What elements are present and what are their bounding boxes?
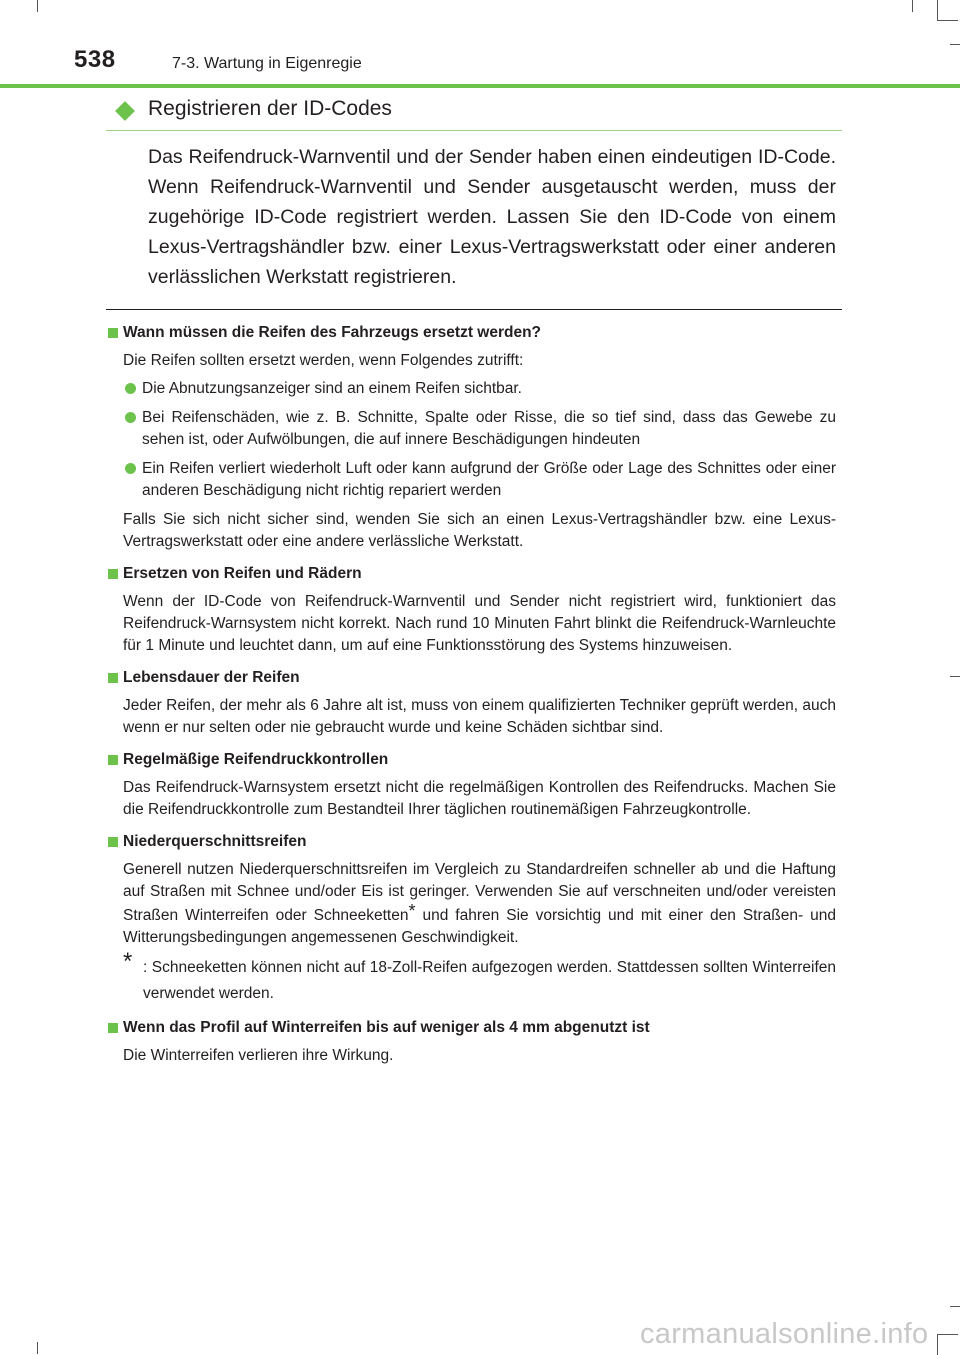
crop-mark: [937, 0, 958, 21]
section-heading: Lebensdauer der Reifen: [123, 669, 300, 686]
section-outro: Falls Sie sich nicht sicher sind, wenden Sie sich an einen Lexus-Vertragshändler bzw. eine Lexus-Vertragswerkstatt oder eine andere verlässliche Werkstatt.: [123, 511, 836, 550]
square-bullet-icon: [108, 1023, 118, 1033]
list-item: Bei Reifenschäden, wie z. B. Schnitte, Spalte oder Risse, die so tief sind, dass das Gewebe zu sehen ist, oder Aufwölbungen, die auf innere Beschädigungen hindeuten: [106, 407, 836, 451]
footnote-mark: *: [123, 948, 133, 975]
notes-content: [106, 322, 836, 1077]
page-number: 538: [74, 46, 116, 73]
crop-mark: [912, 0, 913, 12]
section-replace-tires-wheels: [106, 563, 836, 657]
section-title: 7-3. Wartung in Eigenregie: [172, 55, 362, 72]
footnote-star: *: [408, 901, 416, 921]
footnote: [106, 948, 836, 1007]
section-separator: [106, 309, 842, 310]
registration-rule: [106, 130, 842, 131]
section-heading: Ersetzen von Reifen und Rädern: [123, 565, 362, 582]
section-replace-when: [106, 322, 836, 553]
section-body: Generell nutzen Niederquerschnittsreifen im Vergleich zu Standardreifen schneller ab und die Haftung auf Straßen mit Schnee und/oder Eis ist geringer. Verwenden Sie auf verschneiten und/oder vereisten Straßen Winterreifen oder Schneeketten* und fahren Sie vorsichtig und mit einer den Straßen- und Witterungsbedingungen angemessenen Geschwindigkeit.: [123, 861, 836, 946]
diamond-icon: [115, 101, 135, 121]
list-item: Die Abnutzungsanzeiger sind an einem Reifen sichtbar.: [106, 378, 836, 400]
section-heading: Wenn das Profil auf Winterreifen bis auf weniger als 4 mm abgenutzt ist: [123, 1019, 650, 1036]
section-pressure-checks: [106, 749, 836, 821]
square-bullet-icon: [108, 328, 118, 338]
crop-mark: [950, 44, 960, 45]
crop-mark: [937, 1334, 958, 1355]
square-bullet-icon: [108, 673, 118, 683]
section-body: Das Reifendruck-Warnsystem ersetzt nicht die regelmäßigen Kontrollen des Reifendrucks. Machen Sie die Reifendruckkontrolle zum Bestandteil Ihrer täglichen routinemäßigen Fahrzeugkontrolle.: [123, 779, 836, 818]
crop-mark: [37, 0, 38, 12]
registration-body: Das Reifendruck-Warnventil und der Sender haben einen eindeutigen ID-Code. Wenn Reifendruck-Warnventil und Sender ausgetauscht werden, muss der zugehörige ID-Code registriert werden. Lassen Sie den ID-Code von einem Lexus-Vertragshändler bzw. einer Lexus-Vertragswerkstatt oder einer anderen verlässlichen Werkstatt registrieren.: [148, 146, 836, 288]
section-body: Jeder Reifen, der mehr als 6 Jahre alt ist, muss von einem qualifizierten Techniker geprüft werden, auch wenn er nur selten oder nie gebraucht wurde und keine Schäden sichtbar sind.: [123, 697, 836, 736]
crop-mark: [950, 1306, 960, 1307]
section-heading: Niederquerschnittsreifen: [123, 833, 307, 850]
section-lifespan: [106, 667, 836, 739]
circle-bullet-icon: [125, 412, 136, 423]
section-heading: Wann müssen die Reifen des Fahrzeugs ersetzt werden?: [123, 324, 542, 341]
crop-mark: [950, 676, 960, 677]
section-winter-worn: [106, 1017, 836, 1067]
list-item: Ein Reifen verliert wiederholt Luft oder kann aufgrund der Größe oder Lage des Schnittes oder einer anderen Beschädigung nicht richtig repariert werden: [106, 458, 836, 502]
square-bullet-icon: [108, 569, 118, 579]
section-body: Wenn der ID-Code von Reifendruck-Warnventil und Sender nicht registriert wird, funktioniert das Reifendruck-Warnsystem nicht korrekt. Nach rund 10 Minuten Fahrt blinkt die Reifendruck-Warnleuchte für 1 Minute und leuchtet dann, um auf eine Funktionsstörung des Systems hinzuweisen.: [123, 593, 836, 654]
square-bullet-icon: [108, 837, 118, 847]
section-heading: Regelmäßige Reifendruckkontrollen: [123, 751, 389, 768]
crop-mark: [37, 1342, 38, 1354]
circle-bullet-icon: [125, 383, 136, 394]
section-intro: Die Reifen sollten ersetzt werden, wenn Folgendes zutrifft:: [123, 352, 524, 369]
watermark: carmanualsonline.info: [640, 1318, 929, 1350]
header-rule: [0, 84, 960, 88]
section-low-profile: [106, 831, 836, 1007]
footnote-text: : Schneeketten können nicht auf 18-Zoll-Reifen aufgezogen werden. Stattdessen sollten Winterreifen verwendet werden.: [143, 959, 836, 1002]
square-bullet-icon: [108, 755, 118, 765]
registration-title: Registrieren der ID-Codes: [148, 97, 392, 120]
section-body: Die Winterreifen verlieren ihre Wirkung.: [123, 1047, 394, 1064]
circle-bullet-icon: [125, 463, 136, 474]
